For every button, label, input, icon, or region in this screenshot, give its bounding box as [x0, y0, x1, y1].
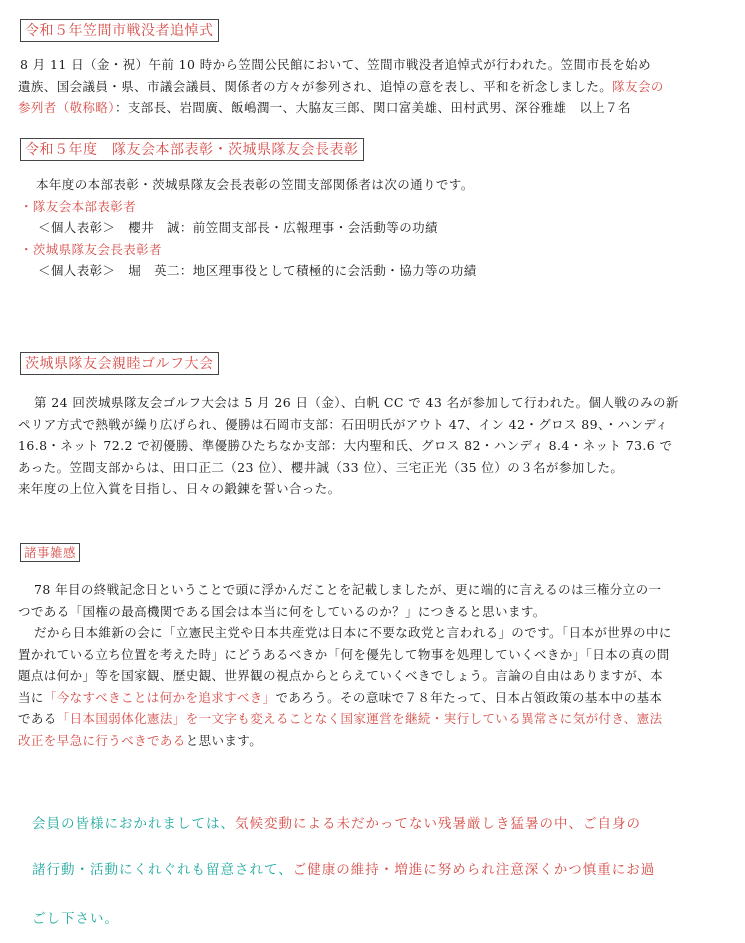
thoughts-line-1: 78 年目の終戦記念日ということで頭に浮かんだことを記載しましたが、更に端的に言えるのは三権分立の一 — [34, 582, 662, 597]
thoughts-highlight-3: 改正を早急に行うべきである — [18, 732, 186, 748]
thoughts-line-4: 置かれている立ち位置を考えた時」にどうあるべきか「何を優先して物事を処理していくべきか」「日本の真の問 — [18, 646, 670, 662]
section-heading-golf: 茨城県隊友会親睦ゴルフ大会 — [20, 352, 219, 375]
thoughts-line-2: つである「国権の最高機関である国会は本当に何をしているのか？」につきると思います。 — [18, 603, 546, 619]
golf-line-4: あった。笠間支部からは、田口正二（23 位）、櫻井誠（33 位）、三宅正光（35 位）の３名が参加した。 — [18, 459, 624, 475]
golf-paragraph — [18, 392, 728, 500]
thoughts-line-7a: である — [18, 711, 57, 726]
thoughts-highlight-1: 「今なすべきことは何かを追求すべき」 — [43, 689, 276, 705]
awards-paragraph — [18, 174, 728, 282]
closing-line-3: ごし下さい。 — [32, 911, 119, 927]
closing-line-1a: 会員の皆様におかれましては、 — [32, 816, 235, 832]
closing-line-2c: ご健康の維持・増進に努められ注意深くかつ慎重にお過 — [292, 862, 656, 878]
awards-sub-pref: ・茨城県隊友会長表彰者 — [20, 241, 162, 257]
thoughts-line-6c: であろう。その意味で７８年たって、日本占領政策の基本中の基本 — [275, 689, 663, 705]
closing-line-2a: 諸行動・活動にくれぐれも留意 — [32, 862, 235, 878]
attendees-label: 参列者（敬称略） — [18, 100, 115, 115]
thoughts-line-8b: と思います。 — [185, 732, 263, 748]
closing-line-1b: 気候変動による未だかってない残暑厳しき猛暑の中、ご自身の — [235, 816, 641, 832]
memorial-line-2 — [18, 76, 728, 98]
attendees-list: ：支部長、岩間廣、飯嶋潤一、大脇友三郎、関口富美雄、田村武男、深谷雅雄 以上７名 — [114, 100, 631, 115]
awards-sub-hq: ・隊友会本部表彰者 — [20, 198, 137, 214]
memorial-line-1: 8 月 11 日（金・祝）午前 10 時から笠間公民館において、笠間市戦没者追悼式が行われた。笠間市長を始め — [20, 57, 651, 72]
golf-line-3: 16.8・ネット 72.2 で初優勝、準優勝ひたちなか支部：大内聖和氏、グロス 82・ハンディ 8.4・ネット 73.6 で — [18, 438, 673, 453]
thoughts-line-3: だから日本維新の会に「立憲民主党や日本共産党は日本に不要な政党と言われる」のです。「日本が世界の中に — [34, 625, 672, 640]
thoughts-line-6 — [18, 687, 728, 709]
thoughts-paragraph — [18, 579, 728, 751]
thoughts-line-8 — [18, 730, 728, 752]
memorial-highlight: 隊友会の — [612, 78, 664, 94]
golf-line-1: 第 24 回茨城県隊友会ゴルフ大会は 5 月 26 日（金）、白帆 CC で 43 名が参加して行われた。個人戦のみの新 — [34, 395, 679, 410]
closing-line-1 — [32, 812, 641, 832]
thoughts-line-7 — [18, 708, 728, 730]
memorial-line-2-text: 遺族、国会議員・県、市議会議員、関係者の方々が参列され、追悼の意を表し、平和を祈念しました。 — [18, 78, 613, 94]
awards-intro: 本年度の本部表彰・茨城県隊友会長表彰の笠間支部関係者は次の通りです。 — [36, 177, 474, 192]
award-hq-individual: ＜個人表彰＞ 櫻井 誠：前笠間支部長・広報理事・会活動等の功績 — [38, 220, 438, 235]
section-heading-memorial: 令和５年笠間市戦没者追悼式 — [20, 19, 219, 42]
golf-line-2: ペリア方式で熱戦が繰り広げられ、優勝は石岡市支部：石田明氏がアウト 47、イン 42・グロス 89、・ハンディ — [18, 416, 669, 432]
section-heading-thoughts: 諸事雑感 — [20, 543, 80, 562]
thoughts-line-6a: 当に — [18, 689, 44, 705]
thoughts-line-5: 題点は何か」等を国家観、歴史観、世界観の視点からとらえていくべきでしょう。言論の自由はありますが、本 — [18, 668, 664, 683]
golf-line-5: 来年度の上位入賞を目指し、日々の鍛錬を誓い合った。 — [18, 481, 341, 496]
section-heading-awards: 令和５年度 隊友会本部表彰・茨城県隊友会長表彰 — [20, 138, 364, 161]
closing-line-2 — [32, 858, 655, 878]
award-pref-individual: ＜個人表彰＞ 堀 英二：地区理事役として積極的に会活動・協力等の功績 — [38, 263, 477, 278]
closing-line-2b: されて、 — [235, 862, 293, 878]
memorial-paragraph — [18, 54, 728, 119]
thoughts-highlight-2: 「日本国弱体化憲法」を一文字も変えることなく国家運営を継続・実行している異常さに気が付き、憲法 — [56, 711, 663, 726]
closing-message — [32, 812, 732, 932]
memorial-line-3 — [18, 97, 728, 119]
